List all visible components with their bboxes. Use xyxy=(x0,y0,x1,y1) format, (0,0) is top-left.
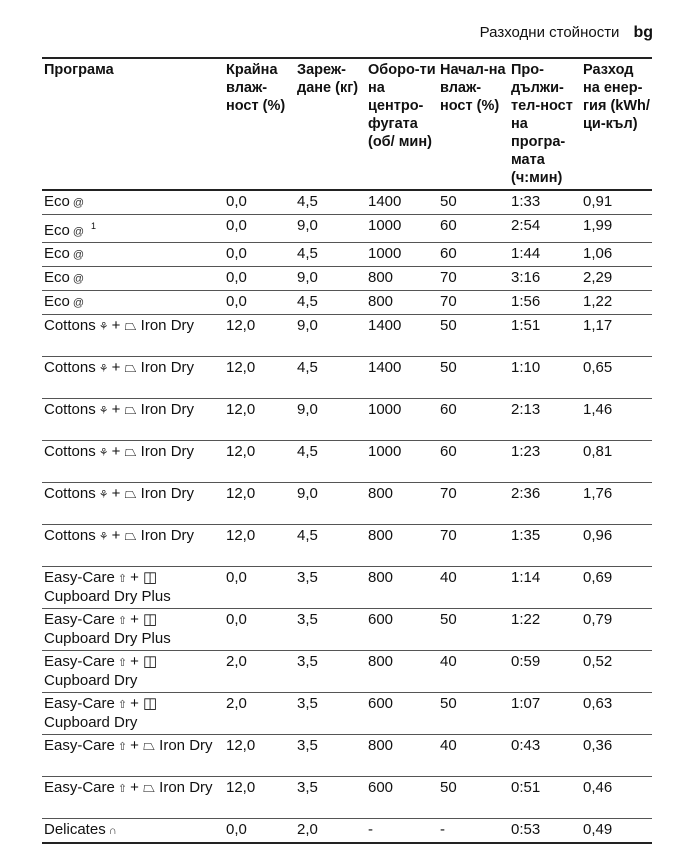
value-cell: 60 xyxy=(438,399,509,441)
table-row xyxy=(42,267,652,291)
value-cell: 2:54 xyxy=(509,215,581,243)
value-cell: 50 xyxy=(438,190,509,215)
value-cell: 1:44 xyxy=(509,243,581,267)
value-cell: 1400 xyxy=(366,315,438,357)
value-cell: 70 xyxy=(438,525,509,567)
drying-target: + ⏢ Iron Dry xyxy=(111,317,195,334)
value-cell: 1,17 xyxy=(581,315,652,357)
column-header: Програма xyxy=(42,58,224,190)
eco-icon: @ xyxy=(72,249,85,261)
value-cell: 1400 xyxy=(366,357,438,399)
value-cell: 12,0 xyxy=(224,777,295,819)
value-cell: 800 xyxy=(366,483,438,525)
section-title: Разходни стойности xyxy=(479,24,620,41)
program-name: Cottons xyxy=(44,317,96,334)
cottons-icon: ⚘ xyxy=(98,531,109,543)
value-cell: 9,0 xyxy=(295,399,366,441)
drying-target: + ⏢ Iron Dry xyxy=(111,359,195,376)
program-cell xyxy=(42,190,224,215)
value-cell: 40 xyxy=(438,567,509,609)
value-cell: 12,0 xyxy=(224,483,295,525)
value-cell: 50 xyxy=(438,777,509,819)
column-header: Про-дължи-тел-ност на програ-мата (ч:мин) xyxy=(509,58,581,190)
value-cell: 9,0 xyxy=(295,483,366,525)
program-cell xyxy=(42,777,224,819)
value-cell: 2,0 xyxy=(224,651,295,693)
value-cell: 0,65 xyxy=(581,357,652,399)
value-cell: 0,0 xyxy=(224,567,295,609)
value-cell: 1:14 xyxy=(509,567,581,609)
program-cell xyxy=(42,291,224,315)
value-cell: 1:35 xyxy=(509,525,581,567)
value-cell: 0,46 xyxy=(581,777,652,819)
value-cell: 3:16 xyxy=(509,267,581,291)
value-cell: - xyxy=(366,819,438,844)
value-cell: 0,0 xyxy=(224,215,295,243)
table-row xyxy=(42,483,652,525)
value-cell: 50 xyxy=(438,315,509,357)
value-cell: 9,0 xyxy=(295,215,366,243)
value-cell: 0,63 xyxy=(581,693,652,735)
table-row xyxy=(42,215,652,243)
easy-care-icon: ⇧ xyxy=(117,573,128,585)
value-cell: 60 xyxy=(438,215,509,243)
program-name: Easy-Care xyxy=(44,569,115,586)
easy-care-icon: ⇧ xyxy=(117,699,128,711)
delicates-icon: ∩ xyxy=(108,825,117,837)
easy-care-icon: ⇧ xyxy=(117,657,128,669)
table-row xyxy=(42,651,652,693)
value-cell: 4,5 xyxy=(295,291,366,315)
cottons-icon: ⚘ xyxy=(98,489,109,501)
value-cell: 12,0 xyxy=(224,399,295,441)
value-cell: 4,5 xyxy=(295,243,366,267)
table-row xyxy=(42,693,652,735)
value-cell: 2:36 xyxy=(509,483,581,525)
program-cell xyxy=(42,567,224,609)
program-name: Easy-Care xyxy=(44,695,115,712)
column-header: Оборо-ти на центро-фугата (об/ мин) xyxy=(366,58,438,190)
program-cell xyxy=(42,735,224,777)
value-cell: 2,0 xyxy=(295,819,366,844)
drying-target: + ◫ Cupboard Dry Plus xyxy=(44,569,171,605)
easy-care-icon: ⇧ xyxy=(117,615,128,627)
program-name: Easy-Care xyxy=(44,611,115,628)
value-cell: 1000 xyxy=(366,243,438,267)
value-cell: 1:10 xyxy=(509,357,581,399)
program-cell xyxy=(42,243,224,267)
value-cell: 0,36 xyxy=(581,735,652,777)
value-cell: 0,0 xyxy=(224,190,295,215)
value-cell: 70 xyxy=(438,483,509,525)
value-cell: 800 xyxy=(366,525,438,567)
value-cell: 2:13 xyxy=(509,399,581,441)
value-cell: 1:33 xyxy=(509,190,581,215)
table-row xyxy=(42,190,652,215)
value-cell: 0,81 xyxy=(581,441,652,483)
value-cell: 0,52 xyxy=(581,651,652,693)
program-cell xyxy=(42,525,224,567)
drying-target: + ⏢ Iron Dry xyxy=(111,485,195,502)
value-cell: 800 xyxy=(366,267,438,291)
program-name: Eco xyxy=(44,222,70,239)
value-cell: 0,0 xyxy=(224,267,295,291)
value-cell: 1,76 xyxy=(581,483,652,525)
value-cell: 3,5 xyxy=(295,693,366,735)
program-name: Easy-Care xyxy=(44,737,115,754)
cottons-icon: ⚘ xyxy=(98,405,109,417)
value-cell: 0:53 xyxy=(509,819,581,844)
column-header: Зареж-дане (кг) xyxy=(295,58,366,190)
value-cell: 1,06 xyxy=(581,243,652,267)
value-cell: 800 xyxy=(366,291,438,315)
value-cell: 0,96 xyxy=(581,525,652,567)
table-row xyxy=(42,525,652,567)
table-row xyxy=(42,243,652,267)
drying-target: + ⏢ Iron Dry xyxy=(111,401,195,418)
value-cell: 50 xyxy=(438,609,509,651)
value-cell: 0,0 xyxy=(224,243,295,267)
value-cell: 800 xyxy=(366,735,438,777)
table-row xyxy=(42,819,652,844)
program-cell xyxy=(42,819,224,844)
value-cell: 600 xyxy=(366,777,438,819)
table-row xyxy=(42,609,652,651)
footnote-marker: 1 xyxy=(91,221,97,231)
table-header-row xyxy=(42,58,652,190)
value-cell: 0,69 xyxy=(581,567,652,609)
cottons-icon: ⚘ xyxy=(98,363,109,375)
column-header: Начал-на влаж-ност (%) xyxy=(438,58,509,190)
drying-target: + ⏢ Iron Dry xyxy=(130,779,213,796)
value-cell: 12,0 xyxy=(224,735,295,777)
table-row xyxy=(42,567,652,609)
value-cell: 1400 xyxy=(366,190,438,215)
program-name: Eco xyxy=(44,293,70,310)
easy-care-icon: ⇧ xyxy=(117,741,128,753)
drying-target: + ⏢ Iron Dry xyxy=(111,443,195,460)
table-row xyxy=(42,441,652,483)
table-row xyxy=(42,315,652,357)
value-cell: 1,22 xyxy=(581,291,652,315)
program-cell xyxy=(42,215,224,243)
drying-target: + ⏢ Iron Dry xyxy=(111,527,195,544)
value-cell: 3,5 xyxy=(295,777,366,819)
program-name: Eco xyxy=(44,245,70,262)
value-cell: 2,29 xyxy=(581,267,652,291)
value-cell: 3,5 xyxy=(295,567,366,609)
page-header xyxy=(480,24,653,42)
eco-icon: @ xyxy=(72,197,85,209)
value-cell: 60 xyxy=(438,441,509,483)
value-cell: 70 xyxy=(438,267,509,291)
value-cell: 12,0 xyxy=(224,441,295,483)
column-header: Разход на енер-гия (kWh/ци-къл) xyxy=(581,58,652,190)
program-name: Easy-Care xyxy=(44,779,115,796)
value-cell: 1,46 xyxy=(581,399,652,441)
value-cell: 0,0 xyxy=(224,819,295,844)
value-cell: 800 xyxy=(366,567,438,609)
value-cell: 600 xyxy=(366,609,438,651)
program-cell xyxy=(42,267,224,291)
value-cell: 2,0 xyxy=(224,693,295,735)
eco-icon: @ xyxy=(72,273,85,285)
consumption-table xyxy=(42,57,652,844)
program-name: Cottons xyxy=(44,485,96,502)
table-row xyxy=(42,777,652,819)
program-cell xyxy=(42,399,224,441)
value-cell: 50 xyxy=(438,693,509,735)
value-cell: 60 xyxy=(438,243,509,267)
column-header: Крайна влаж-ност (%) xyxy=(224,58,295,190)
value-cell: - xyxy=(438,819,509,844)
value-cell: 0:59 xyxy=(509,651,581,693)
value-cell: 1,99 xyxy=(581,215,652,243)
value-cell: 0,0 xyxy=(224,291,295,315)
program-cell xyxy=(42,441,224,483)
value-cell: 1000 xyxy=(366,215,438,243)
eco-icon: @ xyxy=(72,226,85,238)
drying-target: + ◫ Cupboard Dry xyxy=(44,653,158,689)
value-cell: 600 xyxy=(366,693,438,735)
program-name: Cottons xyxy=(44,443,96,460)
program-name: Cottons xyxy=(44,359,96,376)
value-cell: 70 xyxy=(438,291,509,315)
value-cell: 4,5 xyxy=(295,357,366,399)
drying-target: + ◫ Cupboard Dry xyxy=(44,695,158,731)
value-cell: 4,5 xyxy=(295,190,366,215)
program-cell xyxy=(42,693,224,735)
program-cell xyxy=(42,483,224,525)
value-cell: 0,91 xyxy=(581,190,652,215)
table-row xyxy=(42,735,652,777)
value-cell: 0,49 xyxy=(581,819,652,844)
value-cell: 800 xyxy=(366,651,438,693)
value-cell: 3,5 xyxy=(295,735,366,777)
value-cell: 3,5 xyxy=(295,609,366,651)
value-cell: 1:07 xyxy=(509,693,581,735)
eco-icon: @ xyxy=(72,297,85,309)
value-cell: 4,5 xyxy=(295,525,366,567)
value-cell: 1000 xyxy=(366,441,438,483)
value-cell: 40 xyxy=(438,735,509,777)
value-cell: 12,0 xyxy=(224,525,295,567)
program-name: Eco xyxy=(44,269,70,286)
program-name: Cottons xyxy=(44,527,96,544)
table-row xyxy=(42,399,652,441)
value-cell: 4,5 xyxy=(295,441,366,483)
program-name: Delicates xyxy=(44,821,106,838)
value-cell: 3,5 xyxy=(295,651,366,693)
program-name: Eco xyxy=(44,193,70,210)
program-name: Cottons xyxy=(44,401,96,418)
table-row xyxy=(42,291,652,315)
program-cell xyxy=(42,357,224,399)
value-cell: 9,0 xyxy=(295,315,366,357)
value-cell: 0,0 xyxy=(224,609,295,651)
language-code: bg xyxy=(633,24,653,41)
value-cell: 40 xyxy=(438,651,509,693)
value-cell: 1:56 xyxy=(509,291,581,315)
value-cell: 12,0 xyxy=(224,357,295,399)
table-row xyxy=(42,357,652,399)
value-cell: 50 xyxy=(438,357,509,399)
value-cell: 1:51 xyxy=(509,315,581,357)
drying-target: + ◫ Cupboard Dry Plus xyxy=(44,611,171,647)
program-cell xyxy=(42,609,224,651)
cottons-icon: ⚘ xyxy=(98,321,109,333)
program-cell xyxy=(42,651,224,693)
value-cell: 1000 xyxy=(366,399,438,441)
easy-care-icon: ⇧ xyxy=(117,783,128,795)
cottons-icon: ⚘ xyxy=(98,447,109,459)
drying-target: + ⏢ Iron Dry xyxy=(130,737,213,754)
value-cell: 0:51 xyxy=(509,777,581,819)
value-cell: 1:22 xyxy=(509,609,581,651)
value-cell: 0:43 xyxy=(509,735,581,777)
program-name: Easy-Care xyxy=(44,653,115,670)
value-cell: 1:23 xyxy=(509,441,581,483)
program-cell xyxy=(42,315,224,357)
value-cell: 0,79 xyxy=(581,609,652,651)
value-cell: 12,0 xyxy=(224,315,295,357)
value-cell: 9,0 xyxy=(295,267,366,291)
